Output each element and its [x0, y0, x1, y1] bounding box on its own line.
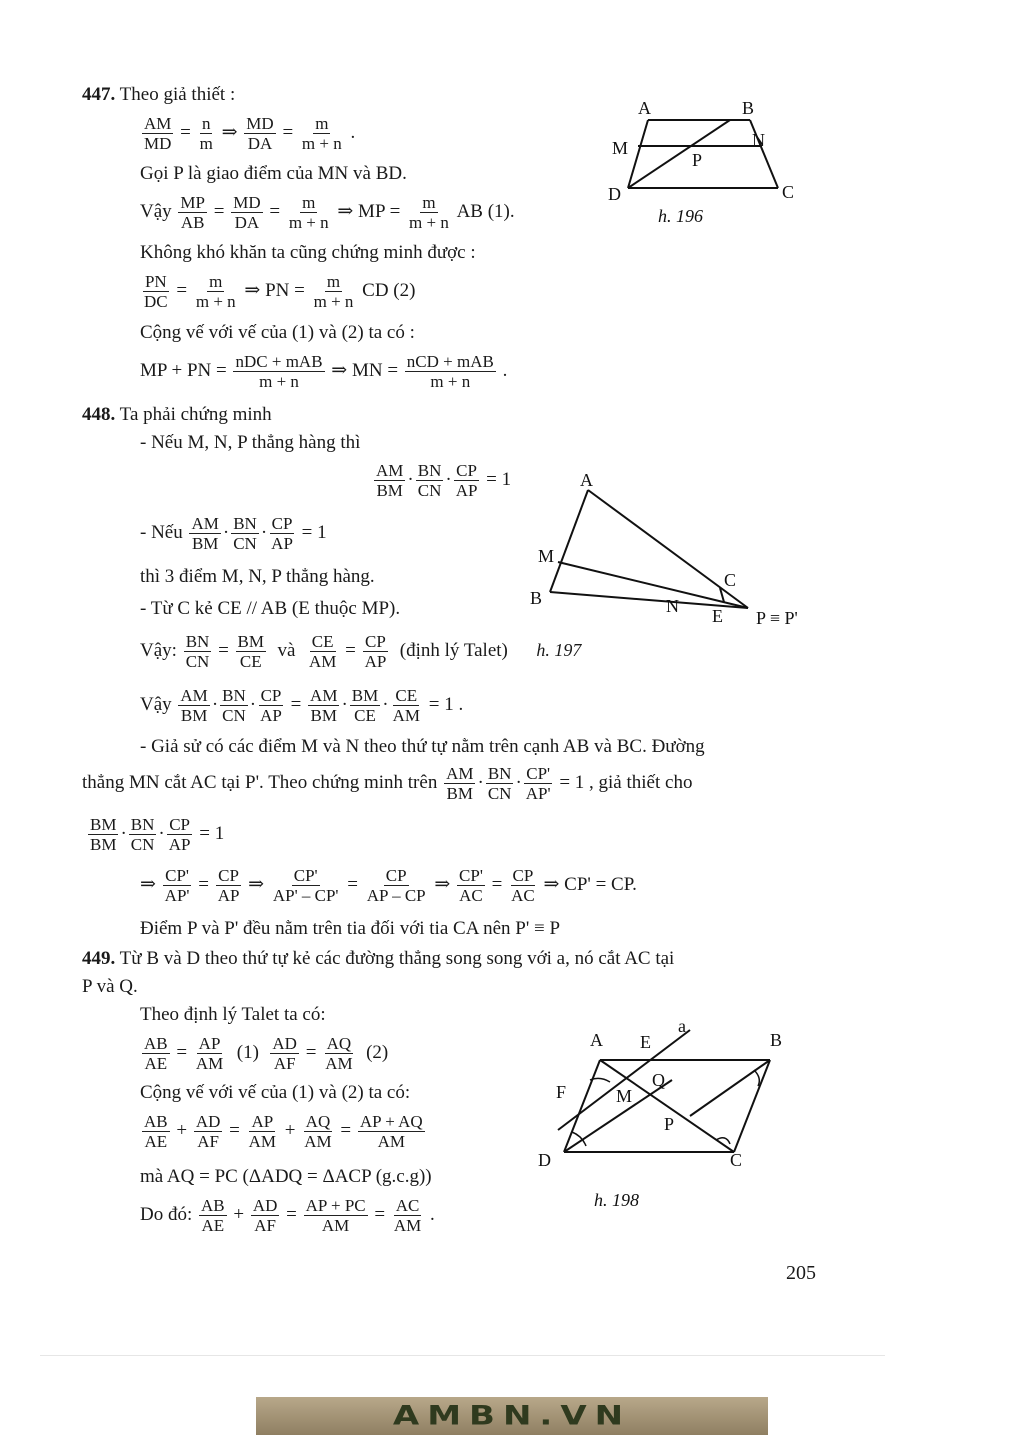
banner-logo-text: AMBN.VN: [392, 1400, 632, 1432]
label-N: N: [752, 130, 765, 150]
label-E: E: [640, 1032, 651, 1052]
label-A: A: [638, 98, 651, 118]
label-P: P: [664, 1114, 675, 1134]
label-B: B: [770, 1030, 783, 1050]
eq-448-2: $\frac{AM}{BM}$ · $\frac{BN}{CN}$ · $\frac{CP}{AP}$ = 1: [376, 461, 512, 500]
label-P: P ≡ P': [756, 608, 798, 628]
eq-448-3: - Nếu $\frac{AM}{BM}$ · $\frac{BN}{CN}$ · $\frac{CP}{AP}$ = 1: [140, 514, 327, 553]
label-A: A: [590, 1030, 603, 1050]
eq-448-10: $\frac{BM}{BM}$ · $\frac{BN}{CN}$ · $\frac{CP}{AP}$ = 1: [90, 815, 225, 854]
label-B: B: [530, 588, 543, 608]
label-C: C: [724, 570, 737, 590]
figure-197: [524, 468, 824, 630]
intro-text: Theo giả thiết :: [119, 84, 236, 105]
label-B: B: [742, 98, 755, 118]
label-N: N: [666, 596, 679, 616]
label-F: F: [556, 1082, 567, 1102]
eq-449-8: Do đó: $\frac{AB}{AE}$ + $\frac{AD}{AF}$ = $\frac{AP + PC}{AM}$ = $\frac{AC}{AM}$ .: [140, 1196, 435, 1235]
problem-449-header: 449. Từ B và D theo thứ tự kẻ các đường thẳng song song với a, nó cắt AC tại: [82, 948, 675, 969]
text-448-5: - Từ C kẻ CE // AB (E thuộc MP).: [140, 598, 401, 619]
text-447-4: Không khó khăn ta cũng chứng minh được :: [140, 242, 476, 263]
site-banner: [256, 1397, 768, 1435]
text-449-3: Theo định lý Talet ta có:: [140, 1004, 326, 1025]
label-M: M: [538, 546, 555, 566]
eq-447-7: MP + PN = $\frac{\text{nDC + mAB}}{m + n}$ ⇒ MN = $\frac{\text{nCD + mAB}}{m + n}$ .: [140, 352, 508, 391]
text-448-12: Điểm P và P' đều nằm trên tia đối với tia CA nên P' ≡ P: [140, 918, 561, 939]
eq-448-7: Vậy $\frac{AM}{BM}$ · $\frac{BN}{CN}$ · $\frac{CP}{AP}$ = $\frac{AM}{BM}$ · $\frac{BM}{CE}$ · $\frac{CE}{AM}$ = 1 .: [140, 686, 464, 725]
text-448-8: - Giả sử có các điểm M và N theo thứ tự nằm trên cạnh AB và BC. Đường: [140, 736, 705, 757]
eq-448-11: ⇒ $\frac{CP'}{AP'}$ = $\frac{CP}{AP}$ ⇒ $\frac{CP'}{AP' - CP'}$ = $\frac{CP}{AP - CP}$ ⇒ $\frac{CP'}{AC}$ = $\frac{CP}{AC}$ ⇒ CP' = CP.: [140, 866, 637, 905]
text-449-7: mà AQ = PC (ΔADQ = ΔACP (g.c.g)): [140, 1166, 432, 1187]
text-448-1: - Nếu M, N, P thẳng hàng thì: [140, 432, 361, 453]
label-a: a: [678, 1016, 686, 1036]
label-A: A: [580, 470, 593, 490]
text-449-5: Cộng vế với vế của (1) và (2) ta có:: [140, 1082, 411, 1103]
eq-449-4: $\frac{AB}{AE}$ = $\frac{AP}{AM}$ (1) $\frac{AD}{AF}$ = $\frac{AQ}{AM}$ (2): [144, 1034, 389, 1073]
eq-447-1: $\frac{AM}{MD}$ = $\frac{n}{m}$ ⇒ $\frac{MD}{DA}$ = $\frac{m}{m + n}$ .: [144, 114, 356, 153]
eq-447-3: Vậy $\frac{MP}{AB}$ = $\frac{MD}{DA}$ = $\frac{m}{m + n}$ ⇒ MP = $\frac{m}{m + n}$ AB (1).: [140, 193, 515, 232]
label-M: M: [612, 138, 629, 158]
page-number: 205: [786, 1262, 816, 1284]
problem-number: 447.: [82, 84, 116, 105]
label-E: E: [712, 606, 723, 626]
problem-448-header: 448. Ta phải chứng minh: [82, 404, 272, 425]
caption-198: h. 198: [594, 1190, 639, 1210]
label-P: P: [692, 150, 703, 170]
label-D: D: [538, 1150, 551, 1170]
eq-449-6: $\frac{AB}{AE}$ + $\frac{AD}{AF}$ = $\frac{AP}{AM}$ + $\frac{AQ}{AM}$ = $\frac{AP + AQ}{AM}$: [144, 1112, 423, 1151]
caption-196: h. 196: [658, 206, 703, 226]
figure-196: [600, 96, 820, 231]
text-449-2: P và Q.: [82, 976, 138, 997]
label-D: D: [608, 184, 621, 204]
label-C: C: [730, 1150, 743, 1170]
text-447-2: Gọi P là giao điểm của MN và BD.: [140, 163, 407, 184]
label-C: C: [782, 182, 795, 202]
eq-448-6: Vậy: $\frac{BN}{CN}$ = $\frac{BM}{CE}$ và $\frac{CE}{AM}$ = $\frac{CP}{AP}$ (định lý Talet) h. 197: [140, 632, 582, 671]
eq-447-5: $\frac{PN}{DC}$ = $\frac{m}{m + n}$ ⇒ PN = $\frac{m}{m + n}$ CD (2): [144, 272, 416, 311]
text-448-4: thì 3 điểm M, N, P thẳng hàng.: [140, 566, 375, 587]
problem-447-header: [82, 84, 235, 106]
label-Q: Q: [652, 1070, 665, 1090]
eq-448-9: thẳng MN cắt AC tại P'. Theo chứng minh trên $\frac{AM}{BM}$ · $\frac{BN}{CN}$ · $\frac{CP'}{AP'}$ = 1 , giả thiết cho: [82, 764, 693, 803]
label-M: M: [616, 1086, 633, 1106]
footer-divider: [40, 1355, 885, 1356]
caption-197: h. 197: [536, 639, 582, 660]
figure-198: [520, 1012, 820, 1212]
text-447-6: Cộng vế với vế của (1) và (2) ta có :: [140, 322, 415, 343]
